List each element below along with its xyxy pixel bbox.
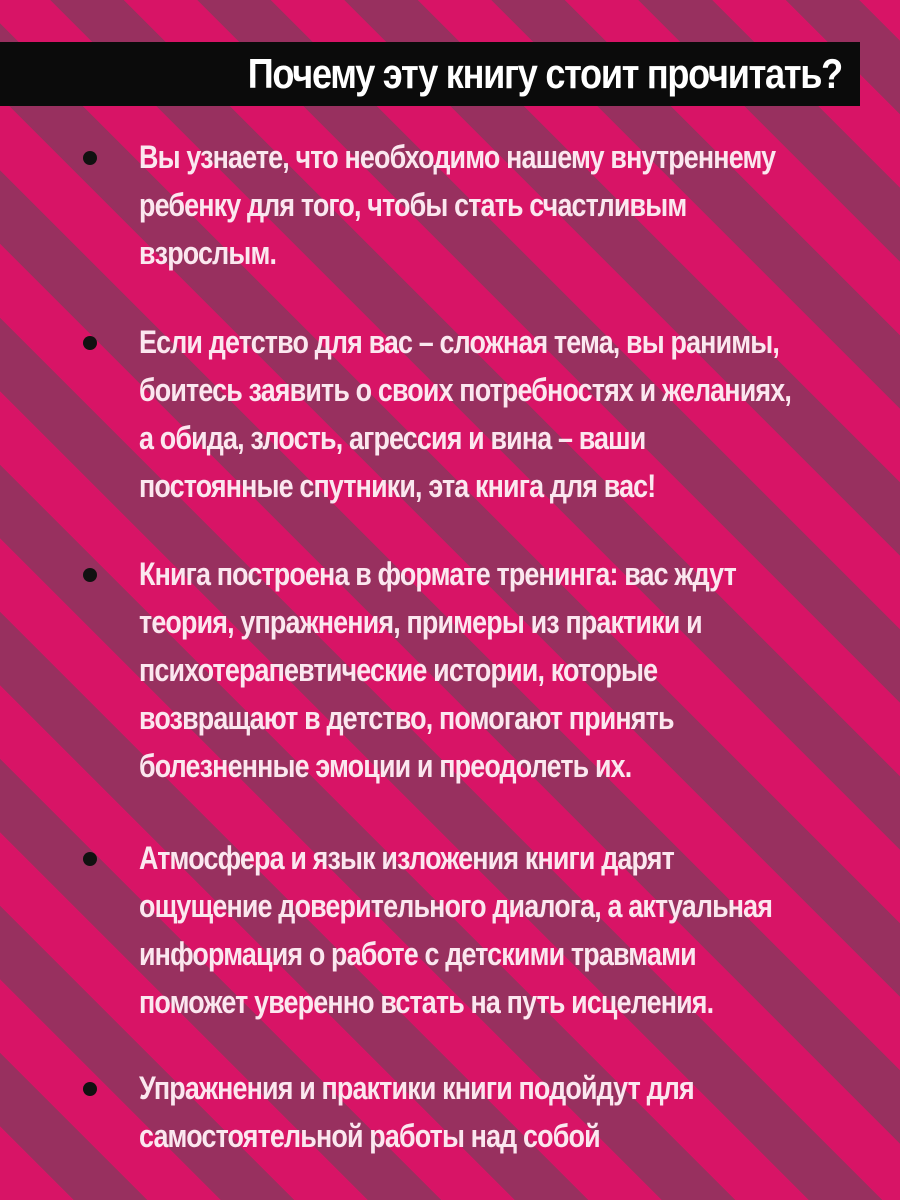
list-item-text: Упражнения и практики книги подойдут для самостоятельной работы над собой (139, 1070, 694, 1154)
list-item-text: Если детство для вас – сложная тема, вы ранимы, боитесь заявить о своих потребностях и желаниях, а обида, злость, агрессия и вина – ваши постоянные спутники, эта книга для вас! (139, 324, 791, 504)
bullet-dot-icon (83, 852, 97, 866)
list-item-text: Атмосфера и язык изложения книги дарят ощущение доверительного диалога, а актуальная информация о работе с детскими травмами поможет уверенно встать на путь исцеления. (139, 840, 773, 1020)
list-item-text: Книга построена в формате тренинга: вас ждут теория, упражнения, примеры из практики и психотерапевтические истории, которые возвращают в детство, помогают принять болезненные эмоции и преодолеть их. (139, 556, 736, 784)
page-title: Почему эту книгу стоит прочитать? (247, 50, 842, 97)
bullet-dot-icon (83, 151, 97, 165)
bullet-dot-icon (83, 1082, 97, 1096)
bullet-dot-icon (83, 568, 97, 582)
list-item-text: Вы узнаете, что необходимо нашему внутреннему ребенку для того, чтобы стать счастливым взрослым. (139, 139, 776, 271)
bullet-dot-icon (83, 336, 97, 350)
